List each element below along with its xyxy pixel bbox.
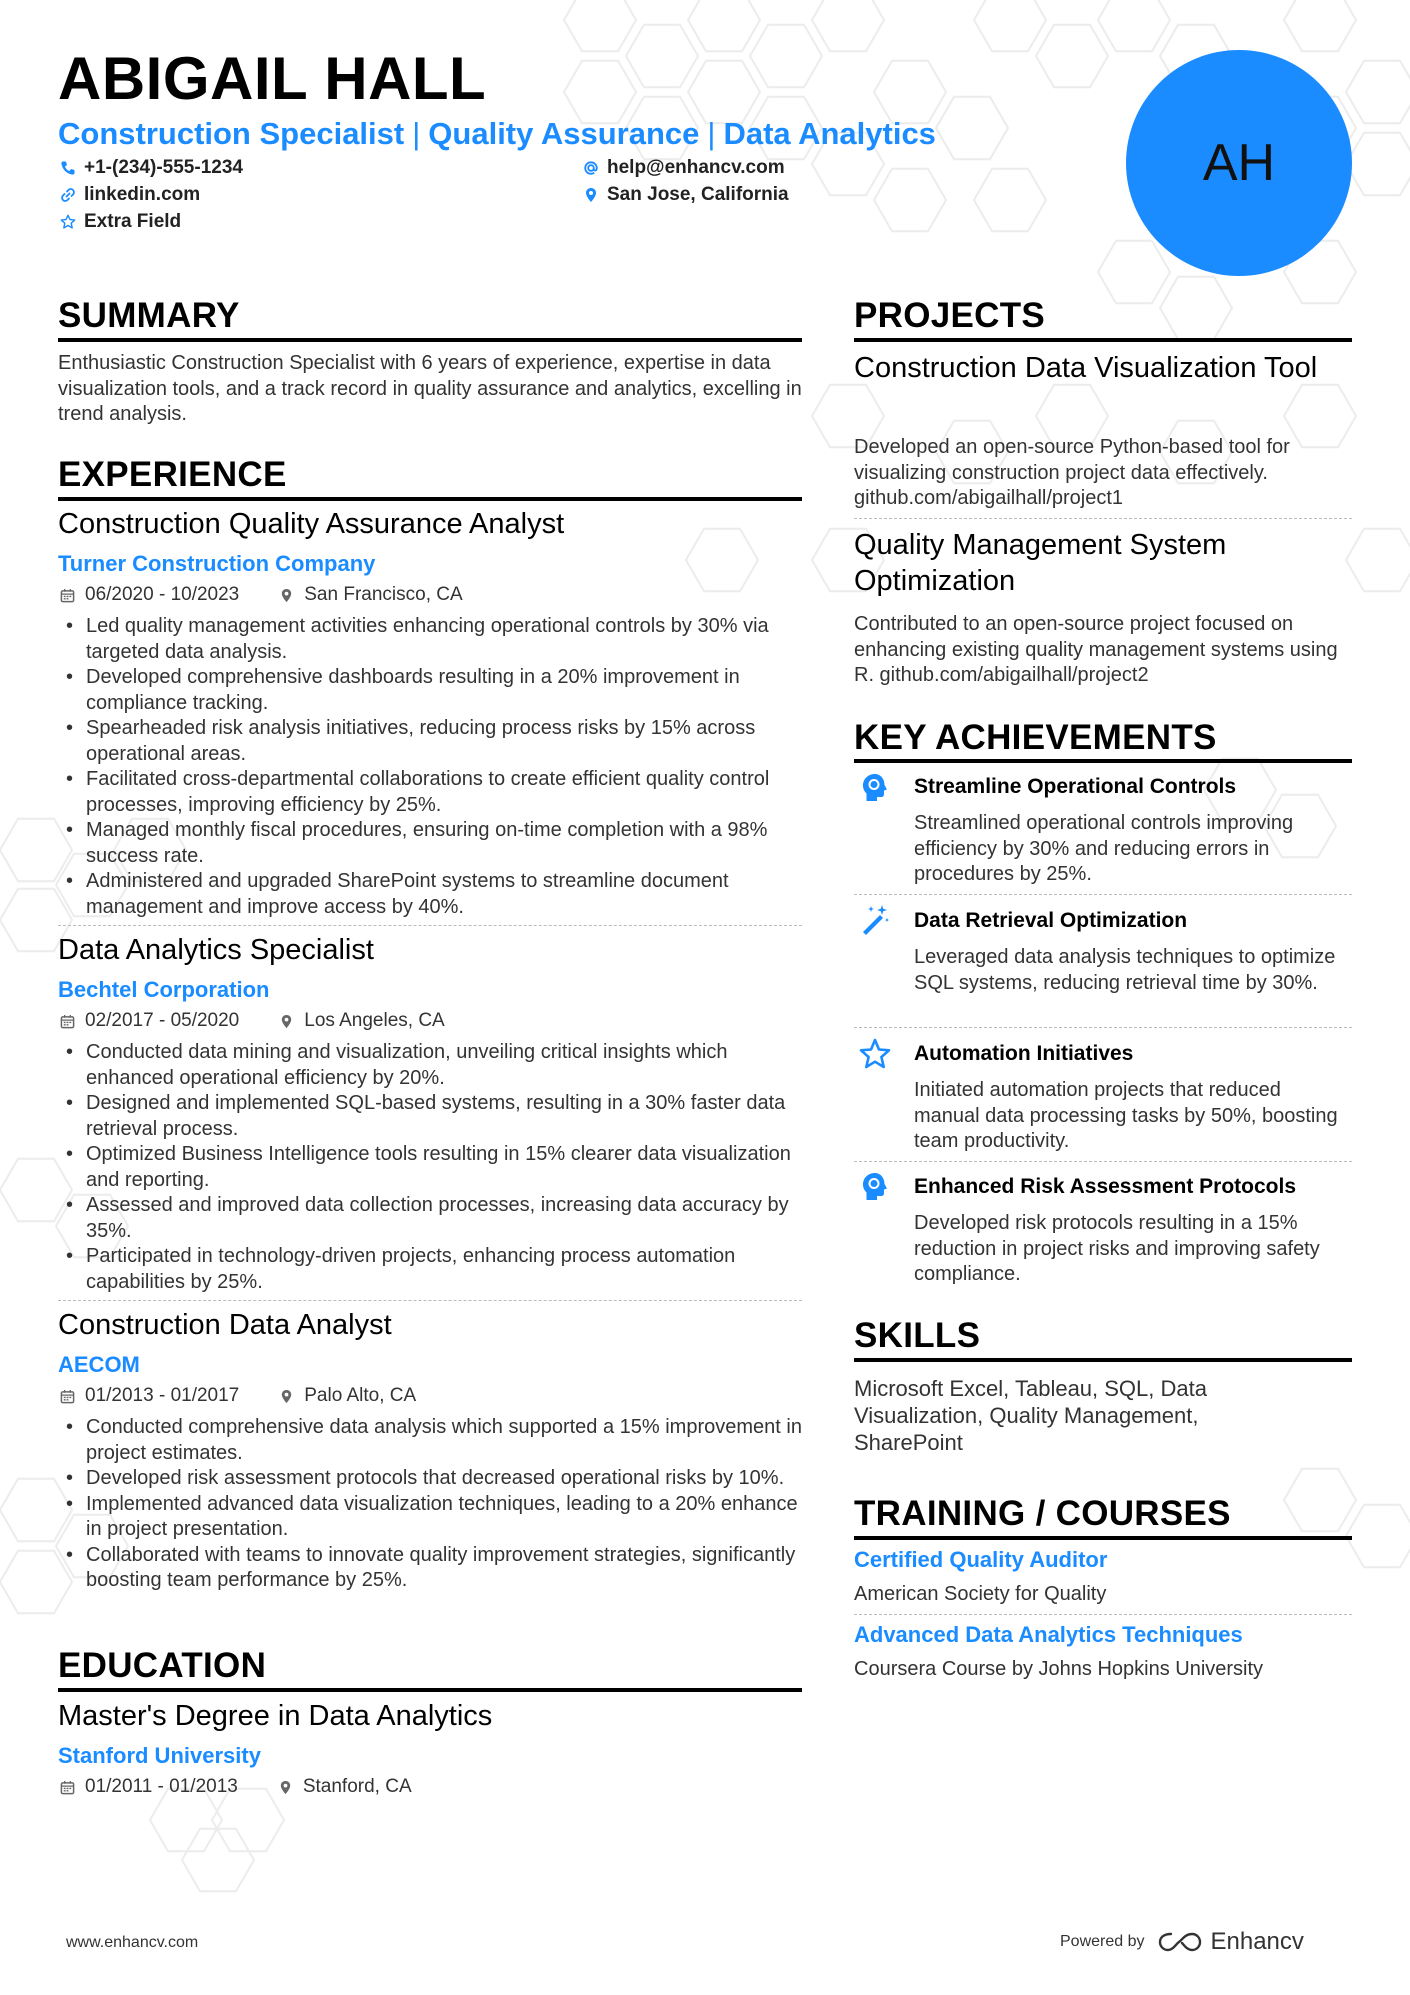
job-bullets	[58, 614, 802, 920]
location-text: San Jose, California	[607, 184, 789, 205]
achievement-title: Data Retrieval Optimization	[914, 909, 1188, 932]
bullet-item: • Conducted comprehensive data analysis which supported a 15% improvement in project estimates.	[58, 1415, 802, 1466]
footer-website[interactable]: www.enhancv.com	[66, 1934, 199, 1951]
divider	[854, 894, 1352, 895]
bullet-item: • Developed risk assessment protocols that decreased operational risks by 10%.	[58, 1466, 802, 1492]
achievements-rule	[854, 759, 1352, 763]
job-bullets	[58, 1415, 802, 1594]
summary-heading: SUMMARY	[58, 296, 240, 335]
headline-separator: |	[707, 116, 716, 151]
course-provider: American Society for Quality	[854, 1583, 1107, 1605]
avatar-initials: AH	[1202, 134, 1276, 192]
education-location: Stanford, CA	[302, 1776, 412, 1797]
training-rule	[854, 1536, 1352, 1540]
candidate-name: ABIGAIL HALL	[58, 45, 487, 112]
enhancv-logo-icon	[1157, 1930, 1203, 1954]
summary-rule	[58, 338, 802, 342]
map-pin-icon	[278, 1780, 293, 1795]
education-meta	[60, 1776, 412, 1798]
job-company: AECOM	[58, 1352, 140, 1377]
skills-list: Microsoft Excel, Tableau, SQL, Data Visualization, Quality Management, SharePoint	[854, 1376, 1207, 1455]
achievement-title: Streamline Operational Controls	[914, 775, 1237, 798]
phone-text: +1-(234)-555-1234	[84, 157, 243, 178]
magic-wand-icon	[858, 903, 892, 937]
project-description: Contributed to an open-source project focused on enhancing existing quality management systems using R. github.com/abigailhall/project2	[854, 613, 1338, 686]
divider	[854, 1614, 1352, 1615]
achievement-text: Streamlined operational controls improving efficiency by 30% and reducing errors in procedures by 25%.	[914, 812, 1294, 885]
achievement-title: Automation Initiatives	[914, 1042, 1134, 1065]
email-text: help@enhancv.com	[607, 157, 785, 178]
education-rule	[58, 1688, 802, 1692]
education-dates: 01/2011 - 01/2013	[85, 1776, 238, 1797]
head-icon	[858, 771, 892, 805]
bullet-item: • Administered and upgraded SharePoint systems to streamline document management and improve access by 40%.	[58, 869, 802, 920]
linkedin-text: linkedin.com	[84, 184, 201, 205]
contact-location	[583, 184, 789, 206]
headline-separator: |	[412, 116, 421, 151]
job-meta	[60, 1010, 445, 1032]
divider	[854, 518, 1352, 519]
achievement-title: Enhanced Risk Assessment Protocols	[914, 1175, 1297, 1198]
phone-icon	[60, 160, 76, 176]
job-dates: 01/2013 - 01/2017	[85, 1385, 240, 1406]
achievement-text: Initiated automation projects that reduced manual data processing tasks by 50%, boosting team productivity.	[914, 1079, 1338, 1152]
project-title: Quality Management System Optimization	[854, 529, 1227, 597]
map-pin-icon	[279, 1389, 294, 1404]
degree: Master's Degree in Data Analytics	[58, 1700, 493, 1732]
headline-item: Quality Assurance	[428, 116, 700, 151]
brand-name: Enhancv	[1210, 1928, 1304, 1955]
achievements-heading: KEY ACHIEVEMENTS	[854, 718, 1217, 757]
education-heading: EDUCATION	[58, 1646, 267, 1685]
experience-heading: EXPERIENCE	[58, 455, 287, 494]
calendar-icon	[60, 588, 75, 603]
experience-rule	[58, 497, 802, 501]
project-description: Developed an open-source Python-based tool for visualizing construction project data effectively. github.com/abigailhall/project1	[854, 436, 1290, 509]
school: Stanford University	[58, 1743, 261, 1768]
bullet-item: • Facilitated cross-departmental collaborations to create efficient quality control processes, improving efficiency by 25%.	[58, 767, 802, 818]
star-icon	[858, 1037, 892, 1071]
job-title: Construction Quality Assurance Analyst	[58, 508, 565, 540]
bullet-item: • Spearheaded risk analysis initiatives, reducing process risks by 15% across operational areas.	[58, 716, 802, 767]
powered-by-label: Powered by	[1060, 1933, 1145, 1950]
contact-email[interactable]	[583, 157, 785, 179]
skills-rule	[854, 1358, 1352, 1362]
job-title: Construction Data Analyst	[58, 1309, 392, 1341]
job-location: San Francisco, CA	[304, 584, 463, 605]
job-dates: 02/2017 - 05/2020	[85, 1010, 240, 1031]
bullet-item: • Managed monthly fiscal procedures, ensuring on-time completion with a 98% success rate.	[58, 818, 802, 869]
at-icon	[583, 160, 599, 176]
job-location: Palo Alto, CA	[304, 1385, 417, 1406]
bullet-item: • Led quality management activities enhancing operational controls by 30% via targeted data analysis.	[58, 614, 802, 665]
achievement-text: Developed risk protocols resulting in a 15% reduction in project risks and improving safety compliance.	[914, 1212, 1320, 1285]
skills-heading: SKILLS	[854, 1316, 981, 1355]
bullet-item: • Collaborated with teams to innovate quality improvement strategies, significantly boosting team performance by 25%.	[58, 1543, 802, 1594]
job-meta	[60, 1385, 416, 1407]
job-company: Bechtel Corporation	[58, 977, 270, 1002]
divider	[854, 1161, 1352, 1162]
bullet-item: • Assessed and improved data collection processes, increasing data accuracy by 35%.	[58, 1193, 802, 1244]
calendar-icon	[60, 1014, 75, 1029]
map-pin-icon	[583, 187, 599, 203]
achievement-text: Leveraged data analysis techniques to optimize SQL systems, reducing retrieval time by 30%.	[914, 946, 1336, 994]
bullet-item: • Participated in technology-driven projects, enhancing process automation capabilities by 25%.	[58, 1244, 802, 1295]
avatar	[1126, 50, 1352, 276]
divider	[58, 925, 802, 926]
calendar-icon	[60, 1780, 75, 1795]
job-dates: 06/2020 - 10/2023	[85, 584, 240, 605]
job-title: Data Analytics Specialist	[58, 934, 374, 966]
headline-item: Data Analytics	[723, 116, 936, 151]
job-company: Turner Construction Company	[58, 551, 376, 576]
divider	[58, 1300, 802, 1301]
headline-item: Construction Specialist	[58, 116, 405, 151]
footer-branding	[1060, 1928, 1304, 1956]
map-pin-icon	[279, 588, 294, 603]
bullet-item: • Developed comprehensive dashboards resulting in a 20% improvement in compliance tracking.	[58, 665, 802, 716]
extra-field-text: Extra Field	[84, 211, 182, 232]
bullet-item: • Designed and implemented SQL-based systems, resulting in a 30% faster data retrieval process.	[58, 1091, 802, 1142]
star-outline-icon	[60, 214, 76, 230]
contact-phone[interactable]	[60, 157, 243, 179]
contact-linkedin[interactable]	[60, 184, 200, 206]
project-title: Construction Data Visualization Tool	[854, 352, 1318, 384]
job-bullets	[58, 1040, 802, 1295]
contact-extra	[60, 211, 181, 233]
projects-heading: PROJECTS	[854, 296, 1046, 335]
link-icon	[60, 187, 76, 203]
course-provider: Coursera Course by Johns Hopkins University	[854, 1658, 1264, 1680]
bullet-item: • Optimized Business Intelligence tools resulting in 15% clearer data visualization and reporting.	[58, 1142, 802, 1193]
map-pin-icon	[279, 1014, 294, 1029]
training-heading: TRAINING / COURSES	[854, 1494, 1231, 1533]
headline	[58, 116, 936, 152]
calendar-icon	[60, 1389, 75, 1404]
projects-rule	[854, 338, 1352, 342]
job-meta	[60, 584, 463, 606]
course-title: Certified Quality Auditor	[854, 1547, 1108, 1572]
job-location: Los Angeles, CA	[304, 1010, 445, 1031]
head-icon	[858, 1170, 892, 1204]
enhancv-logo[interactable]	[1157, 1928, 1304, 1956]
summary-text: Enthusiastic Construction Specialist with 6 years of experience, expertise in data visualization tools, and a track record in quality assurance and analytics, excelling in trend analysis.	[58, 352, 802, 425]
divider	[854, 1027, 1352, 1028]
bullet-item: • Conducted data mining and visualization, unveiling critical insights which enhanced operational efficiency by 20%.	[58, 1040, 802, 1091]
bullet-item: • Implemented advanced data visualization techniques, leading to a 20% enhance in project presentation.	[58, 1492, 802, 1543]
course-title: Advanced Data Analytics Techniques	[854, 1622, 1243, 1647]
